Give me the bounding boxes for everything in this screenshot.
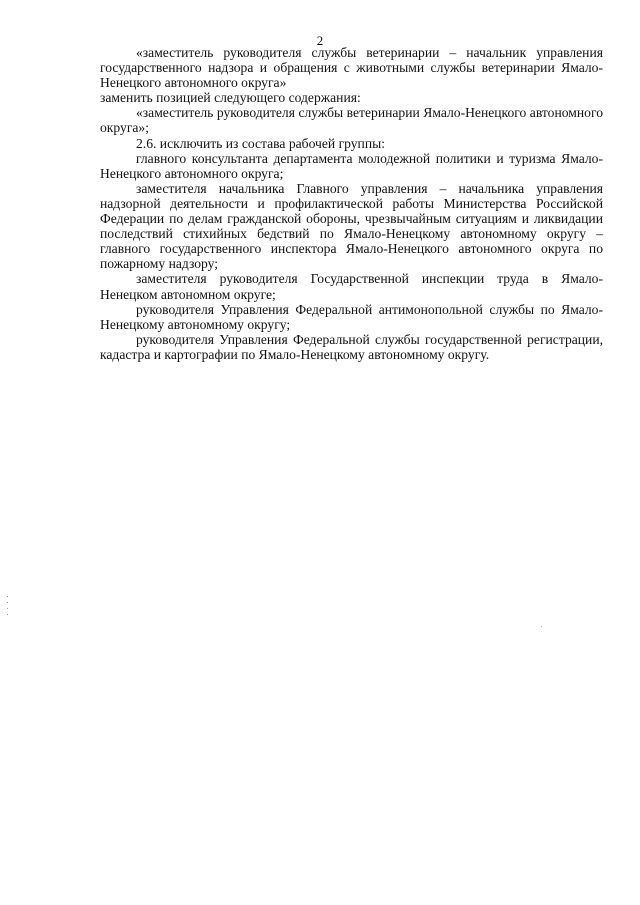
scan-artifact — [7, 596, 8, 597]
paragraph-replace-instruction: заменить позицией следующего содержания: — [100, 90, 361, 106]
paragraph-removed-antimonopoly: руководителя Управления Федеральной антимонопольной службы по Ямало-Ненецкому автономному округу; — [100, 301, 603, 332]
paragraph-removed-rosreestr: руководителя Управления Федеральной службы государственной регистрации, кадастра и картографии по Ямало-Ненецкому автономному округу. — [100, 331, 603, 362]
paragraph-new-position: «заместитель руководителя службы ветеринарии Ямало-Ненецкого автономного округа»; — [100, 105, 603, 136]
paragraph-section-2-6: 2.6. исключить из состава рабочей группы: — [136, 135, 386, 151]
scan-artifact — [7, 608, 8, 609]
paragraph-removed-labour-inspection: заместителя руководителя Государственной инспекции труда в Ямало-Ненецком автономном округе; — [100, 271, 603, 302]
scan-artifact — [541, 626, 542, 627]
paragraph-removed-youth-dept: главного консультанта департамента молодежной политики и туризма Ямало-Ненецкого автономного округа; — [100, 150, 603, 181]
page-number: 2 — [316, 33, 324, 48]
scan-artifact — [7, 614, 8, 615]
scan-artifact — [7, 602, 8, 603]
paragraph-replaced-position: «заместитель руководителя службы ветеринарии – начальник управления государственного надзора и обращения с животными службы ветеринарии Ямало-Ненецкого автономного округа» — [100, 45, 603, 91]
paragraph-removed-emergency-ministry: заместителя начальника Главного управления – начальника управления надзорной деятельности и профилактической работы Министерства Российской Федерации по делам гражданской обороны, чрезвычайным ситуациям и ликвидации последствий стихийных бедствий по Ямало-Ненецкому автономному округу – главного государственного инспектора Ямало-Ненецкого автономного округа по пожарному надзору; — [100, 180, 603, 272]
document-body — [100, 45, 603, 362]
